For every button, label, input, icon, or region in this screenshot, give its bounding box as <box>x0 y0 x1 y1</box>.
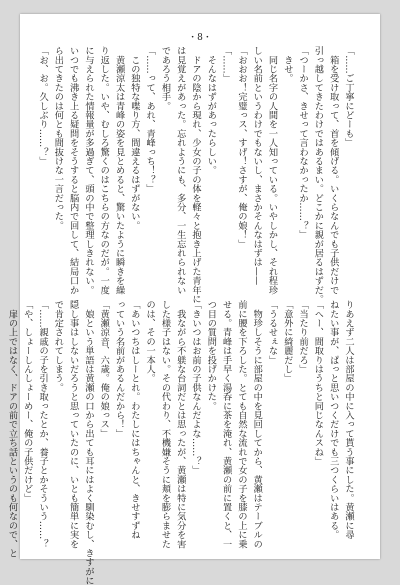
text-line: 扉の上ではなく、ドアの前で立ち話というのも何なので、と <box>6 300 18 558</box>
text-line: 「意外に綺麗だし」 <box>281 300 293 383</box>
text-line: 「……親戚の子を引き取ったとか、養子とかそういう……？ <box>37 300 49 549</box>
text-line: 黄瀬涼太は青峰の姿を見とめると、驚いたように瞬きを繰 <box>113 46 125 295</box>
text-line: 物珍しそうに部屋の中を見回してから、黄瀬はテーブルの <box>251 300 263 549</box>
text-line: 「や、しょーしんしょーめー、俺の子供だけど」 <box>21 300 33 503</box>
page-number: ・8・ <box>188 33 212 43</box>
text-line: りあえず二人は部屋の中に入って貰う事にした。黄瀬に尋 <box>343 300 354 540</box>
text-line: に与えられた情報量が多過ぎて、頭の中で整理しきれない。 <box>82 46 94 295</box>
text-line: いつでも沸き上る疑問をそうすると脳内で回して、結局口か <box>67 46 79 295</box>
text-line: は見覚えがあった。忘れようにも、多分、一生忘れられない <box>174 46 186 295</box>
text-line: しい名前というわけでもないし、まさかそんなはずは—— <box>251 46 263 286</box>
text-line: した様子はない。その代わり、不機嫌そうに頬を膨らませた <box>159 300 171 549</box>
text-line: 「お、お。久しぶり……？」 <box>37 46 49 166</box>
text-line: 前に腰を下ろした。とても自然な流れで女の子を膝の上に乗 <box>235 300 247 549</box>
upper-tier <box>37 46 356 304</box>
text-line: つ目の質問を投げかけた。 <box>205 300 217 411</box>
text-line: ねたい事が、ぱっと思いつくだけでも三つくらいはある。 <box>327 300 339 540</box>
text-line: 「……ご丁寧にどーも」 <box>343 46 354 148</box>
text-line: 我ながら不躾な台詞だとは思ったが、黄瀬は特に気分を害 <box>174 300 186 549</box>
text-line: り返した。いや、むしろ驚くのはこちらの方なのだが。一度 <box>98 46 110 295</box>
text-line: 「きいつはお前の子供なんだよな……？」 <box>190 300 202 475</box>
text-line: であろう相手。 <box>159 46 171 111</box>
text-line: ら出てきたのは何とも間抜けな一言だった。 <box>52 46 64 230</box>
text-line: 「うるせぇな」 <box>266 300 278 365</box>
text-line: ドアの陰から現れ、少女の子の体を軽々と抱き上げた青年に <box>190 46 202 304</box>
text-line: で肯定されてしまう。 <box>52 300 64 392</box>
text-line: そんなはずがあったらしい。 <box>205 46 217 175</box>
text-line: 「……って、あれ、青峰っち！？」 <box>144 46 156 194</box>
text-line: 「……」 <box>220 46 232 83</box>
text-line: この独特な喋り方、間違えるはずがない。 <box>128 46 140 230</box>
text-line: っていう名前があるんだから！」 <box>113 300 125 438</box>
text-line: 隠し事はしないだろうと思っていたのに、いとも簡単に実を <box>67 300 79 549</box>
text-line: きせ。 <box>281 46 293 83</box>
text-line: 「あいつちはしーとれ。わたしにはちゃんと、きせすずね <box>128 300 140 540</box>
text-column-right <box>6 46 356 585</box>
text-line: 引っ越してきたわけではあるまい。どこかに親が居るはずだ。 <box>312 46 324 304</box>
text-line: 「当たり前だろ」 <box>297 300 309 374</box>
text-line: せる。青峰は手早く湯呑に茶を淹れ、黄瀬の前に置くと、一 <box>220 300 232 549</box>
text-line: のは、その一本人。 <box>144 300 156 383</box>
text-line: 「へー、間取りはうちと同じなんスね」 <box>312 300 324 466</box>
book-page <box>6 14 380 585</box>
text-line: 「つーかさ、きせって言わなかったか……？」 <box>297 46 309 240</box>
text-line: 箱を受け取って、首を傾げる。いくらなんでも子供だけで <box>327 46 339 295</box>
text-line: 「おおお！完璧っス、すげ！さすが、俺の娘！」 <box>235 46 247 249</box>
text-line: 同じ名字の人間を一人知っている。いやしかし、それ程珍 <box>266 46 278 295</box>
text-line: 娘という単語は黄瀬の口から出ても耳にはよく馴染むし、きすがに <box>82 300 94 585</box>
lower-tier <box>6 300 356 585</box>
text-line: 「黄瀬涼音、六歳。俺の娘っス」 <box>98 300 110 438</box>
